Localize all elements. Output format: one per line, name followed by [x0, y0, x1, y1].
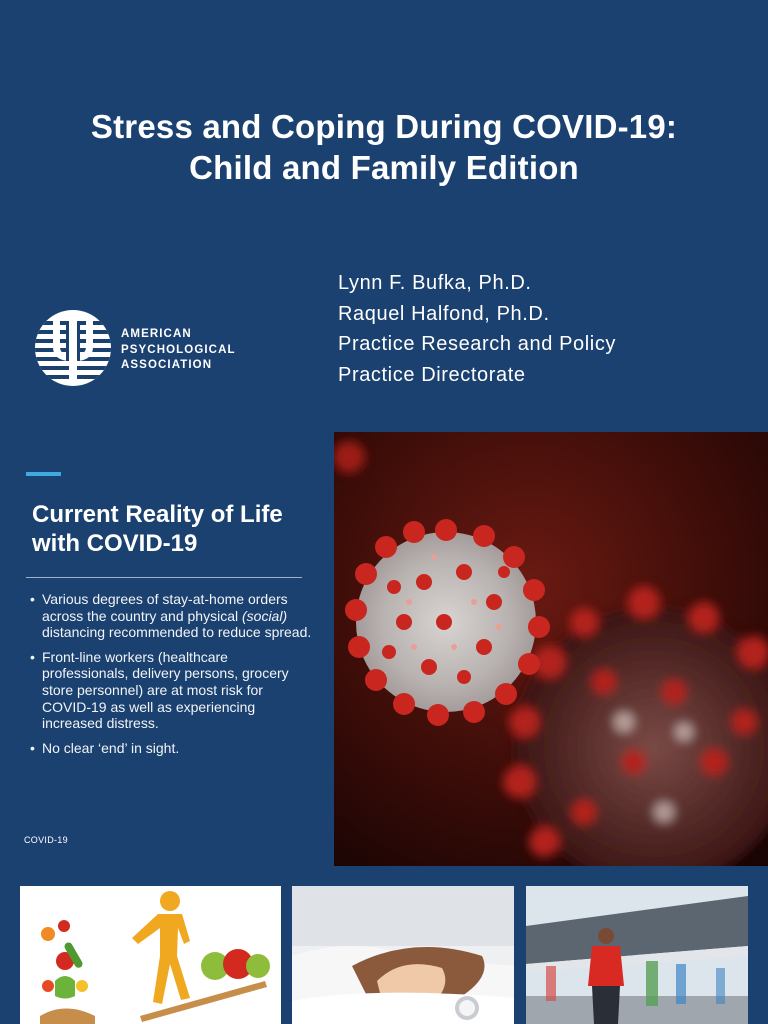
bullet-item: • No clear ‘end’ in sight. [30, 740, 314, 757]
runners-photo [526, 886, 748, 1024]
apa-wordmark-line2: PSYCHOLOGICAL [121, 343, 236, 356]
apa-psi-logo-icon [33, 307, 113, 389]
author-line: Practice Directorate [338, 363, 526, 386]
bullet-text: Various degrees of stay-at-home orders across the country and physical [42, 591, 288, 624]
bullet-list [30, 591, 314, 764]
content-slide [0, 432, 768, 866]
apa-wordmark-line1: AMERICAN [121, 328, 192, 340]
coronavirus-illustration [334, 432, 768, 866]
bullet-emphasis: (social) [242, 607, 288, 624]
healthy-balance-photo [20, 886, 281, 1024]
apa-wordmark-line3: ASSOCIATION [121, 359, 213, 371]
slide-title [0, 106, 768, 188]
title-slide [0, 0, 768, 432]
photo-strip [0, 866, 768, 1024]
title-divider [26, 577, 302, 578]
slide-footer-label: COVID-19 [24, 835, 68, 845]
apa-wordmark [121, 327, 236, 374]
author-list [338, 268, 616, 390]
author-line: Raquel Halfond, Ph.D. [338, 302, 550, 325]
author-line: Lynn F. Bufka, Ph.D. [338, 272, 532, 294]
content-slide-title-line1: Current Reality of Life [32, 501, 283, 528]
slide-title-line2: Child and Family Edition [189, 149, 579, 186]
slide-title-line1: Stress and Coping During COVID-19: [90, 108, 678, 145]
sleeping-woman-photo [292, 886, 514, 1024]
bullet-text: distancing recommended to reduce spread. [42, 624, 312, 641]
author-line: Practice Research and Policy [338, 333, 617, 355]
content-slide-title-line2: with COVID-19 [32, 530, 198, 557]
bullet-item [30, 591, 314, 641]
bullet-item: • Front-line workers (healthcare professionals, delivery persons, grocery store personnel) are at most risk for COVID-19 as well as experiencing increased distress. [30, 649, 314, 732]
accent-bar [26, 472, 61, 476]
content-slide-title [32, 500, 332, 558]
